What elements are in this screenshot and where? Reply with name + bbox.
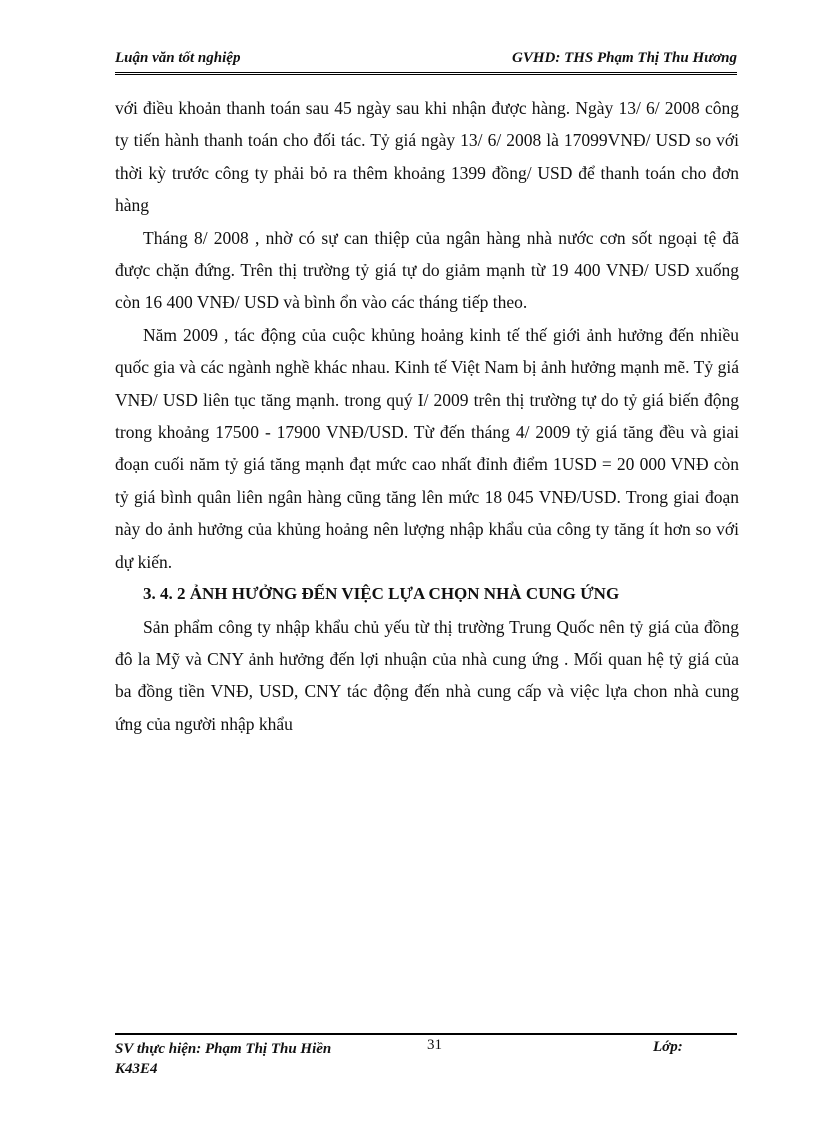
section-heading: 3. 4. 2 ẢNH HƯỞNG ĐẾN VIỆC LỰA CHỌN NHÀ CUNG ỨNG bbox=[143, 584, 620, 604]
supervisor-name: GVHD: THS Phạm Thị Thu Hương bbox=[512, 50, 737, 66]
page-header bbox=[115, 48, 737, 75]
page-body bbox=[115, 92, 739, 740]
paragraph-3: Năm 2009 , tác động của cuộc khủng hoảng kinh tế thế giới ảnh hưởng đến nhiều quốc gia và các ngành nghề khác nhau. Kinh tế Việt Nam bị ảnh hưởng mạnh mẽ. Tỷ giá VNĐ/ USD liên tục tăng mạnh. trong quý I/ 2009 trên thị trường tự do tỷ giá biến động trong khoảng 17500 - 17900 VNĐ/USD. Từ đến tháng 4/ 2009 tỷ giá tăng đều và giai đoạn cuối năm tỷ giá tăng mạnh đạt mức cao nhất đỉnh điểm 1USD = 20 000 VNĐ còn tỷ giá bình quân liên ngân hàng cũng tăng lên mức 18 045 VNĐ/USD. Trong giai đoạn này do ảnh hưởng của khủng hoảng nên lượng nhập khẩu của công ty tăng ít hơn so với dự kiến. bbox=[115, 324, 739, 572]
paragraph-1: với điều khoản thanh toán sau 45 ngày sau khi nhận được hàng. Ngày 13/ 6/ 2008 công ty tiến hành thanh toán cho đối tác. Tỷ giá ngày 13/ 6/ 2008 là 17099VNĐ/ USD so với thời kỳ trước công ty phải bỏ ra thêm khoảng 1399 đồng/ USD để thanh toán cho đơn hàng bbox=[115, 98, 739, 216]
footer-divider bbox=[115, 1033, 737, 1035]
class-label: Lớp: bbox=[653, 1039, 683, 1055]
thesis-title: Luận văn tốt nghiệp bbox=[115, 50, 241, 66]
paragraph-2: Tháng 8/ 2008 , nhờ có sự can thiệp của ngân hàng nhà nước cơn sốt ngoại tệ đã được chặn đứng. Trên thị trường tỷ giá tự do giảm mạnh từ 19 400 VNĐ/ USD xuống còn 16 400 VNĐ/ USD và bình ổn vào các tháng tiếp theo. bbox=[115, 227, 739, 313]
paragraph-4: Sản phẩm công ty nhập khẩu chủ yếu từ thị trường Trung Quốc nên tỷ giá của đồng đô la Mỹ và CNY ảnh hưởng đến lợi nhuận của nhà cung ứng . Mối quan hệ tỷ giá của ba đồng tiền VNĐ, USD, CNY tác động đến nhà cung cấp và việc lựa chon nhà cung ứng của người nhập khẩu bbox=[115, 616, 739, 734]
student-name: SV thực hiện: Phạm Thị Thu Hiền K43E4 bbox=[115, 1041, 332, 1077]
page-footer bbox=[115, 1037, 737, 1081]
page-number: 31 bbox=[427, 1037, 442, 1053]
